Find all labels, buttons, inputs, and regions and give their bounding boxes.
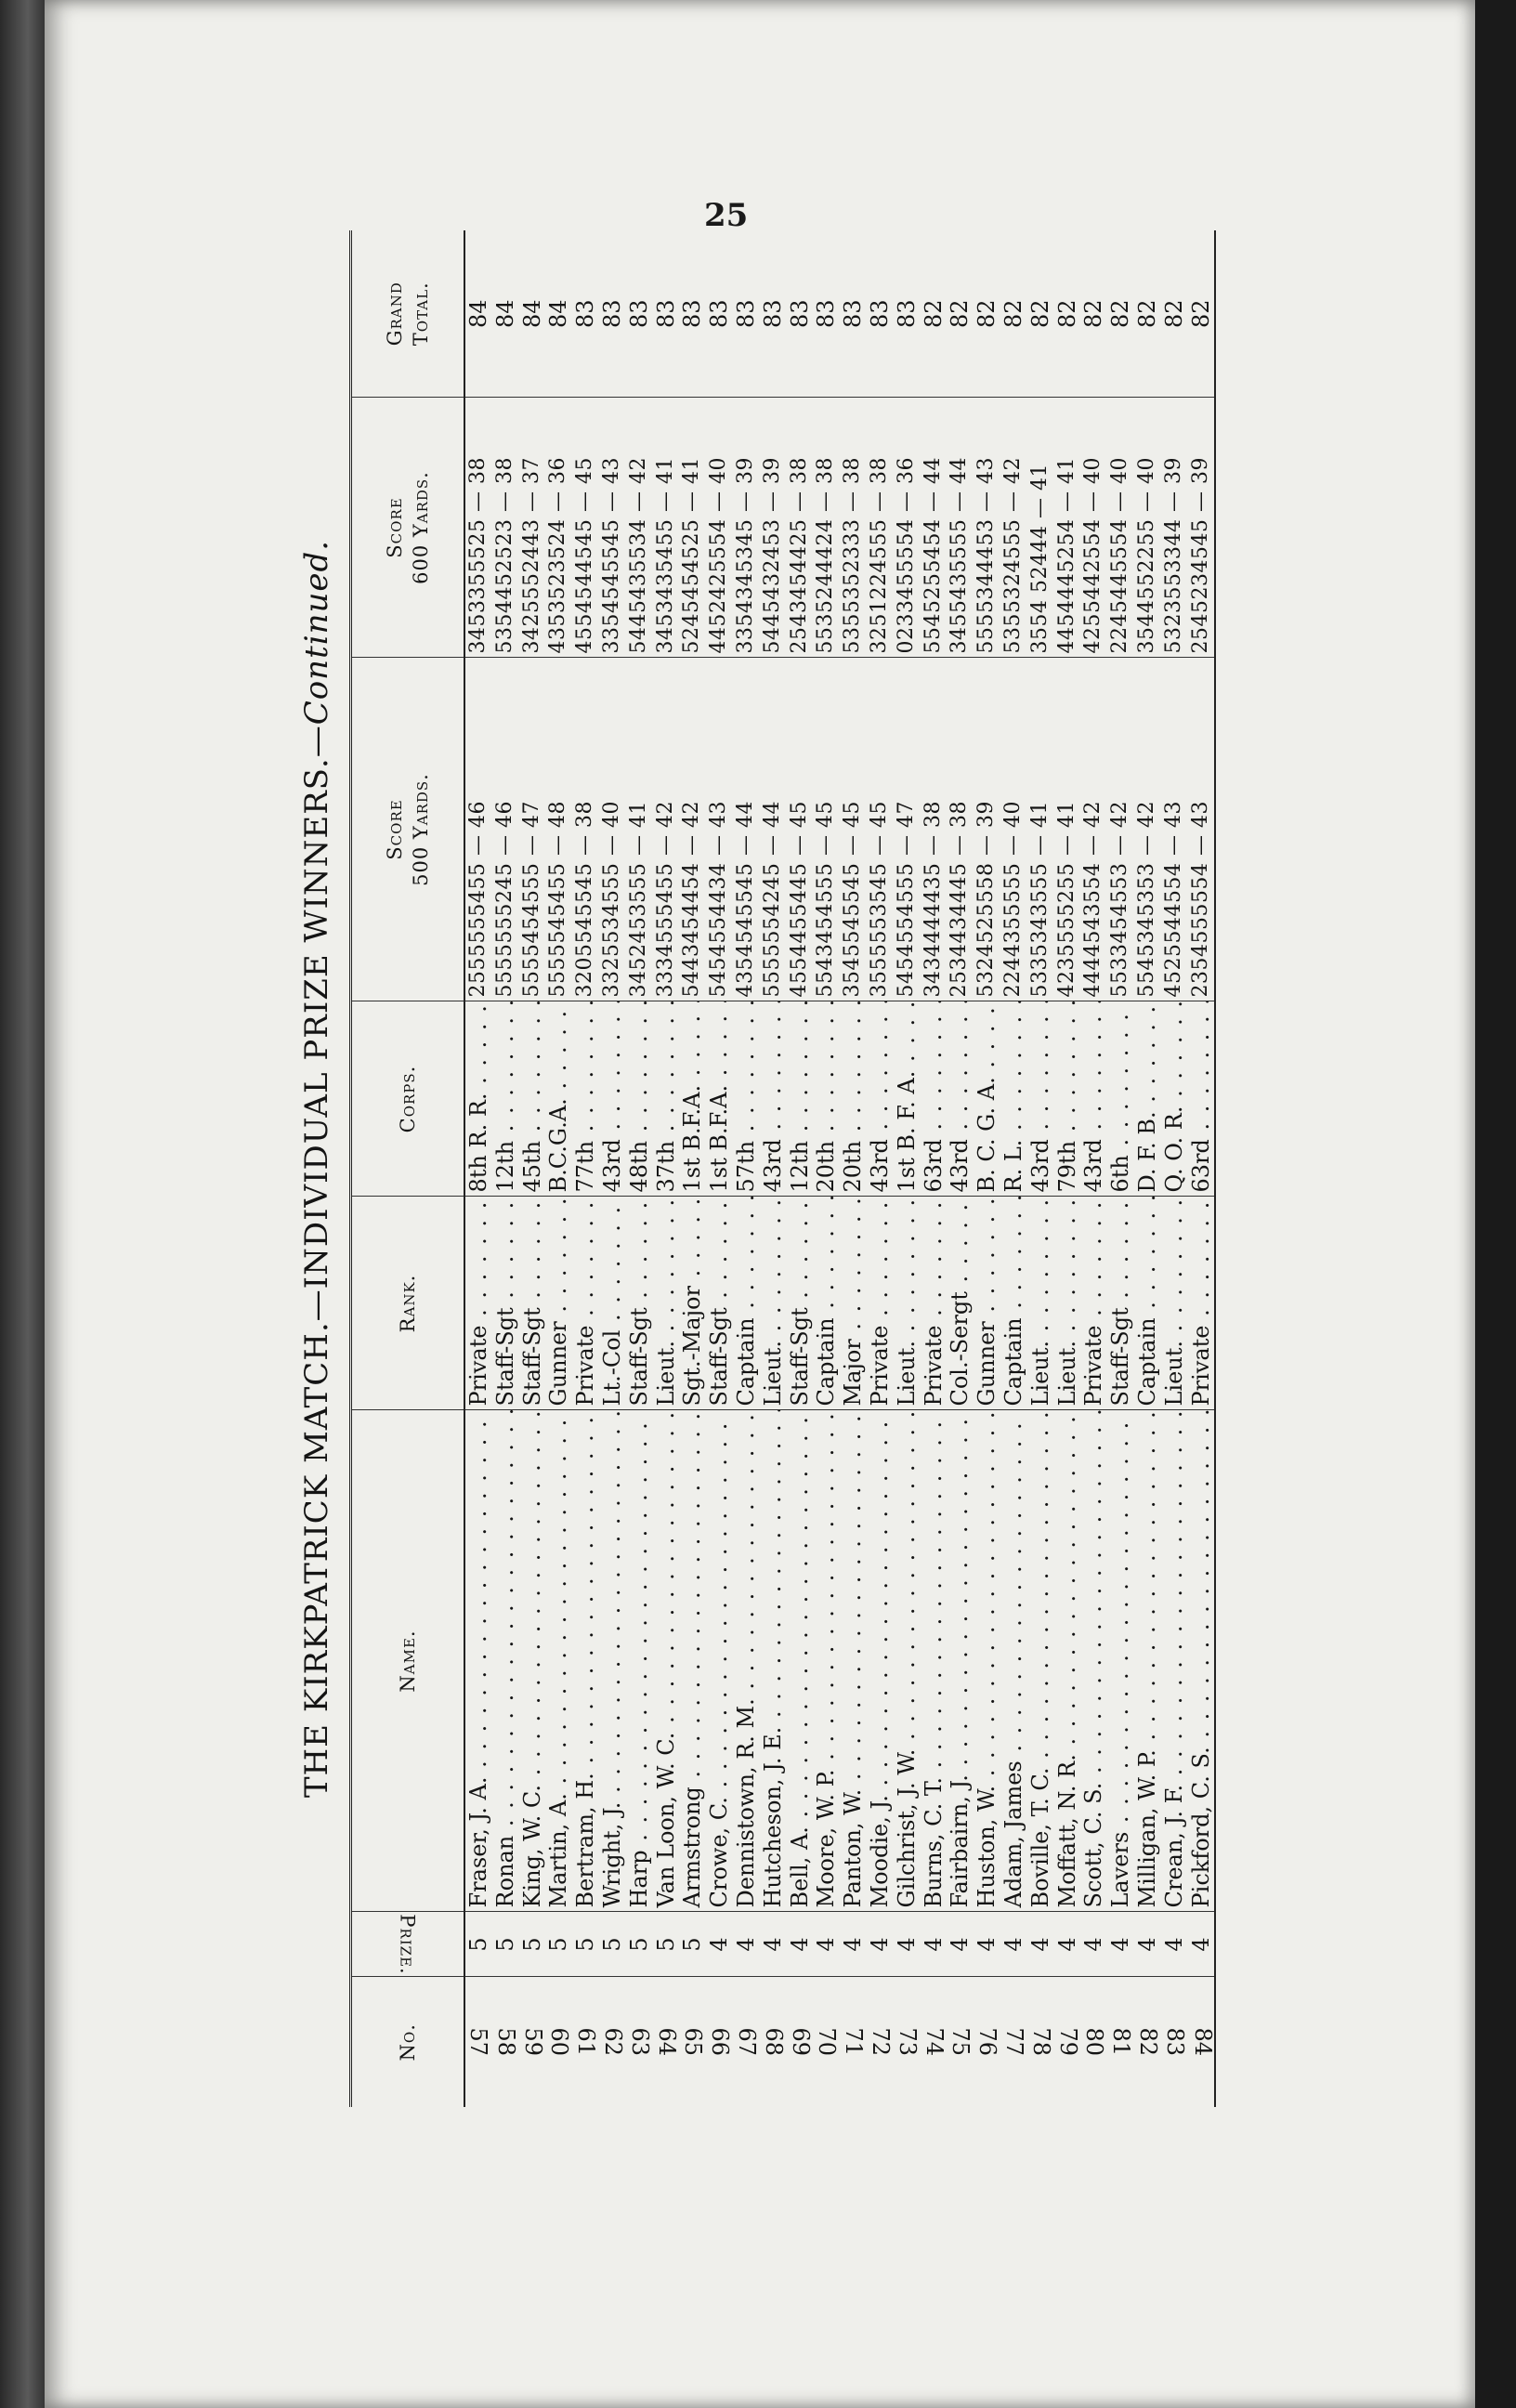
header-name: Name. [351,1410,465,1912]
prize-class: 4 [974,1912,1000,1977]
table-row [679,230,706,2107]
winner-rank: Lieut. . . . [894,1197,921,1410]
winner-rank: Staff-Sgt . . . [519,1197,546,1410]
score-600-yards: 5354452523 — 38 [492,398,519,658]
prize-class: 5 [599,1912,626,1977]
header-score-600-line2: 600 Yards. [410,471,432,584]
score-600-yards: 3554 52444 — 41 [1027,398,1054,658]
winner-corps: 20th . . . [840,1001,867,1197]
winner-rank: Lieut. . . . [1027,1197,1054,1410]
winner-corps: B.C.G.A. . . . [545,1001,572,1197]
score-600-yards: 4554544545 — 45 [572,398,599,658]
winner-corps: 43rd . . . [1080,1001,1107,1197]
prize-number: 61 [572,1977,599,2107]
winner-name: Crowe, C. . . . [706,1410,733,1912]
winner-rank: Gunner . . . [545,1197,572,1410]
winner-rank: Staff-Sgt . . . [626,1197,653,1410]
winner-corps: R. L. . . . [1000,1001,1027,1197]
table-row [1161,230,1188,2107]
grand-total: 82 [1026,299,1053,329]
score-600-yards: 5355352333 — 38 [840,398,867,658]
prize-number: 57 [464,1977,492,2107]
prize-class: 4 [947,1912,974,1977]
grand-total: 83 [625,299,652,329]
grand-total: 83 [732,299,759,329]
prize-number: 75 [947,1977,974,2107]
score-500-yards: 5545345353 — 42 [1134,658,1161,1001]
score-600-yards: 5323553344 — 39 [1161,398,1188,658]
prize-number: 69 [787,1977,814,2107]
prize-number: 68 [760,1977,787,2107]
document-page [45,0,1475,2408]
score-500-yards: 4354545545 — 44 [733,658,760,1001]
header-score-600 [351,398,465,658]
score-600-yards: 5545255454 — 44 [921,398,948,658]
prize-number: 72 [867,1977,894,2107]
winner-corps: 1st B.F.A. . . . [679,1001,706,1197]
winner-name: Fairbairn, J. . . . [947,1410,974,1912]
prize-number: 59 [519,1977,546,2107]
grand-total: 82 [1187,299,1214,329]
winner-corps: Q. O. R. . . . [1161,1001,1188,1197]
prize-number: 58 [492,1977,519,2107]
winner-name: Milligan, W. P. . . . [1134,1410,1161,1912]
header-score-600-line1: Score [384,497,406,558]
score-500-yards: 3434444435 — 38 [921,658,948,1001]
header-rank: Rank. [351,1197,465,1410]
winner-name: Bell, A. . . . [787,1410,814,1912]
table-row [464,230,492,2107]
table-row [947,230,974,2107]
grand-total: 82 [1160,299,1187,329]
score-500-yards: 2354555554 — 43 [1188,658,1216,1001]
winner-name: Gilchrist, J. W. . . . [894,1410,921,1912]
score-600-yards: 5445435534 — 42 [626,398,653,658]
table-row [1054,230,1081,2107]
score-500-yards: 5454554434 — 43 [706,658,733,1001]
header-no: No. [351,1977,465,2107]
winner-corps: 77th . . . [572,1001,599,1197]
winner-corps: 43rd . . . [1027,1001,1054,1197]
table-row [599,230,626,2107]
grand-total: 83 [840,299,867,329]
winner-name: Moodie, J. . . . [867,1410,894,1912]
winner-rank: Major . . . [840,1197,867,1410]
prize-class: 4 [921,1912,948,1977]
winner-corps: 12th . . . [492,1001,519,1197]
winner-rank: Staff-Sgt . . . [706,1197,733,1410]
prize-class: 5 [679,1912,706,1977]
prize-class: 4 [706,1912,733,1977]
score-500-yards: 5324525558 — 39 [974,658,1000,1001]
winner-corps: 20th . . . [813,1001,840,1197]
winner-name: Moffatt, N. R. . . . [1054,1410,1081,1912]
winner-corps: D. F. B. . . . [1134,1001,1161,1197]
grand-total: 82 [1053,299,1080,329]
table-row [974,230,1000,2107]
table-row [1134,230,1161,2107]
winner-rank: Col.-Sergt . . . [947,1197,974,1410]
prize-number: 84 [1188,1977,1216,2107]
header-grand-total-line2: Total. [410,281,432,347]
winner-rank: Captain . . . [1000,1197,1027,1410]
rotated-table-block [284,230,1371,2107]
winner-corps: 57th . . . [733,1001,760,1197]
winner-name: Adam, James . . . [1000,1410,1027,1912]
table-row [867,230,894,2107]
prize-class: 4 [1107,1912,1134,1977]
winner-rank: Private . . . [1188,1197,1216,1410]
prize-class: 5 [464,1912,492,1977]
score-500-yards: 5555454555 — 47 [519,658,546,1001]
table-row [787,230,814,2107]
table-row [706,230,733,2107]
prize-number: 82 [1134,1977,1161,2107]
score-500-yards: 5555555245 — 46 [492,658,519,1001]
score-600-yards: 2245445554 — 40 [1107,398,1134,658]
score-600-yards: 3544552255 — 40 [1134,398,1161,658]
score-500-yards: 4554455445 — 45 [787,658,814,1001]
winner-name: Van Loon, W. C. . . . [653,1410,680,1912]
grand-total: 84 [465,299,491,329]
winner-rank: Captain . . . [813,1197,840,1410]
prize-class: 4 [840,1912,867,1977]
score-600-yards: 4255442554 — 40 [1080,398,1107,658]
winner-corps: 63rd . . . [1188,1001,1216,1197]
score-500-yards: 4444543554 — 42 [1080,658,1107,1001]
winner-rank: Private . . . [867,1197,894,1410]
table-row [492,230,519,2107]
grand-total: 83 [813,299,840,329]
winner-corps: 79th . . . [1054,1001,1081,1197]
winner-name: Fraser, J. A. . . . [464,1410,492,1912]
winner-rank: Private . . . [572,1197,599,1410]
score-500-yards: 3545545545 — 45 [840,658,867,1001]
table-row [626,230,653,2107]
prize-number: 77 [1000,1977,1027,2107]
score-600-yards: 3453435455 — 41 [653,398,680,658]
table-row [813,230,840,2107]
score-500-yards: 5555545455 — 48 [545,658,572,1001]
table-row [572,230,599,2107]
header-corps: Corps. [351,1001,465,1197]
table-row [653,230,680,2107]
winner-rank: Lieut. . . . [1161,1197,1188,1410]
page-number: 25 [704,197,749,234]
header-score-500-line1: Score [384,799,406,860]
prize-number: 71 [840,1977,867,2107]
grand-total: 83 [866,299,893,329]
winner-rank: Staff-Sgt . . . [492,1197,519,1410]
score-500-yards: 5533454553 — 42 [1107,658,1134,1001]
prize-class: 4 [1080,1912,1107,1977]
winner-corps: 43rd . . . [760,1001,787,1197]
prize-class: 5 [653,1912,680,1977]
prize-class: 4 [760,1912,787,1977]
winner-rank: Sgt.-Major . . . [679,1197,706,1410]
prize-class: 4 [787,1912,814,1977]
winner-rank: Captain . . . [1134,1197,1161,1410]
score-500-yards: 5454554555 — 47 [894,658,921,1001]
winner-corps: 8th R. R. . . . [464,1001,492,1197]
score-600-yards: 4353523524 — 36 [545,398,572,658]
winner-name: Crean, J. F. . . . [1161,1410,1188,1912]
winner-name: Bertram, H. . . . [572,1410,599,1912]
table-row [1000,230,1027,2107]
winner-name: Martin, A. . . . [545,1410,572,1912]
prize-class: 4 [1161,1912,1188,1977]
grand-total: 83 [679,299,706,329]
winner-name: King, W. C. . . . [519,1410,546,1912]
prize-number: 83 [1161,1977,1188,2107]
prize-class: 4 [867,1912,894,1977]
score-500-yards: 5335343555 — 41 [1027,658,1054,1001]
winner-corps: 1st B.F.A. . . . [706,1001,733,1197]
prize-number: 67 [733,1977,760,2107]
winner-rank: Gunner . . . [974,1197,1000,1410]
table-header-row [351,230,465,2107]
header-score-500 [351,658,465,1001]
winner-corps: 43rd . . . [867,1001,894,1197]
winner-corps: 1st B. F. A. . . . [894,1001,921,1197]
score-600-yards: 5445432453 — 39 [760,398,787,658]
winner-name: Boville, T. C. . . . [1027,1410,1054,1912]
grand-total: 82 [1133,299,1160,329]
winner-name: Wright, J. . . . [599,1410,626,1912]
score-500-yards: 4235555255 — 41 [1054,658,1081,1001]
score-600-yards: 3354345345 — 39 [733,398,760,658]
score-500-yards: 2534434445 — 38 [947,658,974,1001]
winner-corps: B. C. G. A. . . . [974,1001,1000,1197]
winner-corps: 12th . . . [787,1001,814,1197]
grand-total: 82 [1080,299,1107,329]
winner-rank: Captain . . . [733,1197,760,1410]
score-600-yards: 3354545545 — 43 [599,398,626,658]
winner-name: Pickford, C. S. . . . [1188,1410,1216,1912]
score-500-yards: 5443454454 — 42 [679,658,706,1001]
grand-total: 82 [920,299,947,329]
score-600-yards: 4454445254 — 41 [1054,398,1081,658]
header-score-500-line2: 500 Yards. [410,773,432,886]
score-600-yards: 0233455554 — 36 [894,398,921,658]
score-500-yards: 5555554245 — 44 [760,658,787,1001]
prize-class: 4 [1000,1912,1027,1977]
score-500-yards: 2244355555 — 40 [1000,658,1027,1001]
table-row [519,230,546,2107]
score-500-yards: 3452453555 — 41 [626,658,653,1001]
winner-name: Hutcheson, J. E. . . . [760,1410,787,1912]
prize-class: 5 [492,1912,519,1977]
prize-number: 73 [894,1977,921,2107]
prize-number: 70 [813,1977,840,2107]
score-600-yards: 3251224555 — 38 [867,398,894,658]
page-title [284,230,349,2107]
score-600-yards: 3455435555 — 44 [947,398,974,658]
winner-rank: Private . . . [921,1197,948,1410]
score-500-yards: 3555553545 — 45 [867,658,894,1001]
prize-class: 4 [1134,1912,1161,1977]
prize-number: 79 [1054,1977,1081,2107]
table-row [733,230,760,2107]
score-500-yards: 4525544554 — 43 [1161,658,1188,1001]
grand-total: 83 [706,299,733,329]
grand-total: 82 [1000,299,1026,329]
header-grand-total [351,230,465,398]
table-row [1107,230,1134,2107]
winner-name: Dennistown, R. M. . . . [733,1410,760,1912]
title-main: THE KIRKPATRICK MATCH.—INDIVIDUAL PRIZE WINNERS.— [298,725,335,1799]
prize-number: 80 [1080,1977,1107,2107]
winner-rank: Staff-Sgt . . . [787,1197,814,1410]
winner-name: Moore, W. P. . . . [813,1410,840,1912]
winner-corps: 63rd . . . [921,1001,948,1197]
prize-winners-table [349,230,1216,2107]
winner-rank: Private . . . [464,1197,492,1410]
prize-number: 81 [1107,1977,1134,2107]
grand-total: 83 [893,299,920,329]
winner-name: Armstrong . . . [679,1410,706,1912]
winner-rank: Lieut. . . . [1054,1197,1081,1410]
prize-class: 4 [733,1912,760,1977]
winner-corps: 43rd . . . [599,1001,626,1197]
winner-corps: 45th . . . [519,1001,546,1197]
score-600-yards: 5535244424 — 38 [813,398,840,658]
score-500-yards: 3334555455 — 42 [653,658,680,1001]
score-600-yards: 3425552443 — 37 [519,398,546,658]
prize-number: 65 [679,1977,706,2107]
winner-name: Ronan . . . [492,1410,519,1912]
prize-class: 4 [1188,1912,1216,1977]
score-500-yards: 5543454555 — 45 [813,658,840,1001]
grand-total: 84 [491,299,518,329]
prize-class: 4 [1027,1912,1054,1977]
prize-class: 5 [519,1912,546,1977]
grand-total: 82 [974,299,1000,329]
table-row [1188,230,1216,2107]
prize-class: 4 [813,1912,840,1977]
prize-number: 66 [706,1977,733,2107]
score-600-yards: 2543454425 — 38 [787,398,814,658]
table-row [921,230,948,2107]
table-row [840,230,867,2107]
winner-rank: Lieut. . . . [760,1197,787,1410]
winner-name: Scott, C. S. . . . [1080,1410,1107,1912]
score-600-yards: 3453355525 — 38 [464,398,492,658]
grand-total: 83 [786,299,813,329]
table-row [545,230,572,2107]
prize-number: 74 [921,1977,948,2107]
winner-corps: 48th . . . [626,1001,653,1197]
winner-name: Huston, W. . . . [974,1410,1000,1912]
header-grand-total-line1: Grand [384,281,406,347]
grand-total: 83 [759,299,786,329]
score-500-yards: 3325534555 — 40 [599,658,626,1001]
winner-rank: Lt.-Col . . . [599,1197,626,1410]
prize-number: 62 [599,1977,626,2107]
prize-class: 5 [572,1912,599,1977]
prize-class: 5 [545,1912,572,1977]
winner-rank: Staff-Sgt . . . [1107,1197,1134,1410]
grand-total: 82 [947,299,974,329]
prize-number: 78 [1027,1977,1054,2107]
winner-rank: Lieut. . . . [653,1197,680,1410]
score-500-yards: 2555555455 — 46 [464,658,492,1001]
winner-rank: Private . . . [1080,1197,1107,1410]
score-600-yards: 4452425554 — 40 [706,398,733,658]
table-row [1027,230,1054,2107]
winner-corps: 43rd . . . [947,1001,974,1197]
grand-total: 84 [518,299,545,329]
prize-class: 4 [894,1912,921,1977]
winner-corps: 6th . . . [1107,1001,1134,1197]
title-continued: Continued. [298,539,335,726]
prize-number: 64 [653,1977,680,2107]
score-600-yards: 5555344453 — 43 [974,398,1000,658]
grand-total: 83 [572,299,599,329]
table-row [894,230,921,2107]
prize-number: 63 [626,1977,653,2107]
winner-name: Burns, C. T. . . . [921,1410,948,1912]
grand-total: 84 [545,299,572,329]
header-prize: Prize. [351,1912,465,1977]
winner-name: Harp . . . [626,1410,653,1912]
prize-number: 60 [545,1977,572,2107]
winner-name: Lavers . . . [1107,1410,1134,1912]
grand-total: 83 [652,299,679,329]
score-500-yards: 3205545545 — 38 [572,658,599,1001]
table-row [1080,230,1107,2107]
score-600-yards: 5245454525 — 41 [679,398,706,658]
grand-total: 83 [598,299,625,329]
winner-name: Panton, W. . . . [840,1410,867,1912]
winner-corps: 37th . . . [653,1001,680,1197]
table-body [464,230,1215,2107]
prize-class: 5 [626,1912,653,1977]
prize-class: 4 [1054,1912,1081,1977]
score-600-yards: 5355324555 — 42 [1000,398,1027,658]
score-600-yards: 2545234545 — 39 [1188,398,1216,658]
grand-total: 82 [1107,299,1134,329]
table-row [760,230,787,2107]
prize-number: 76 [974,1977,1000,2107]
